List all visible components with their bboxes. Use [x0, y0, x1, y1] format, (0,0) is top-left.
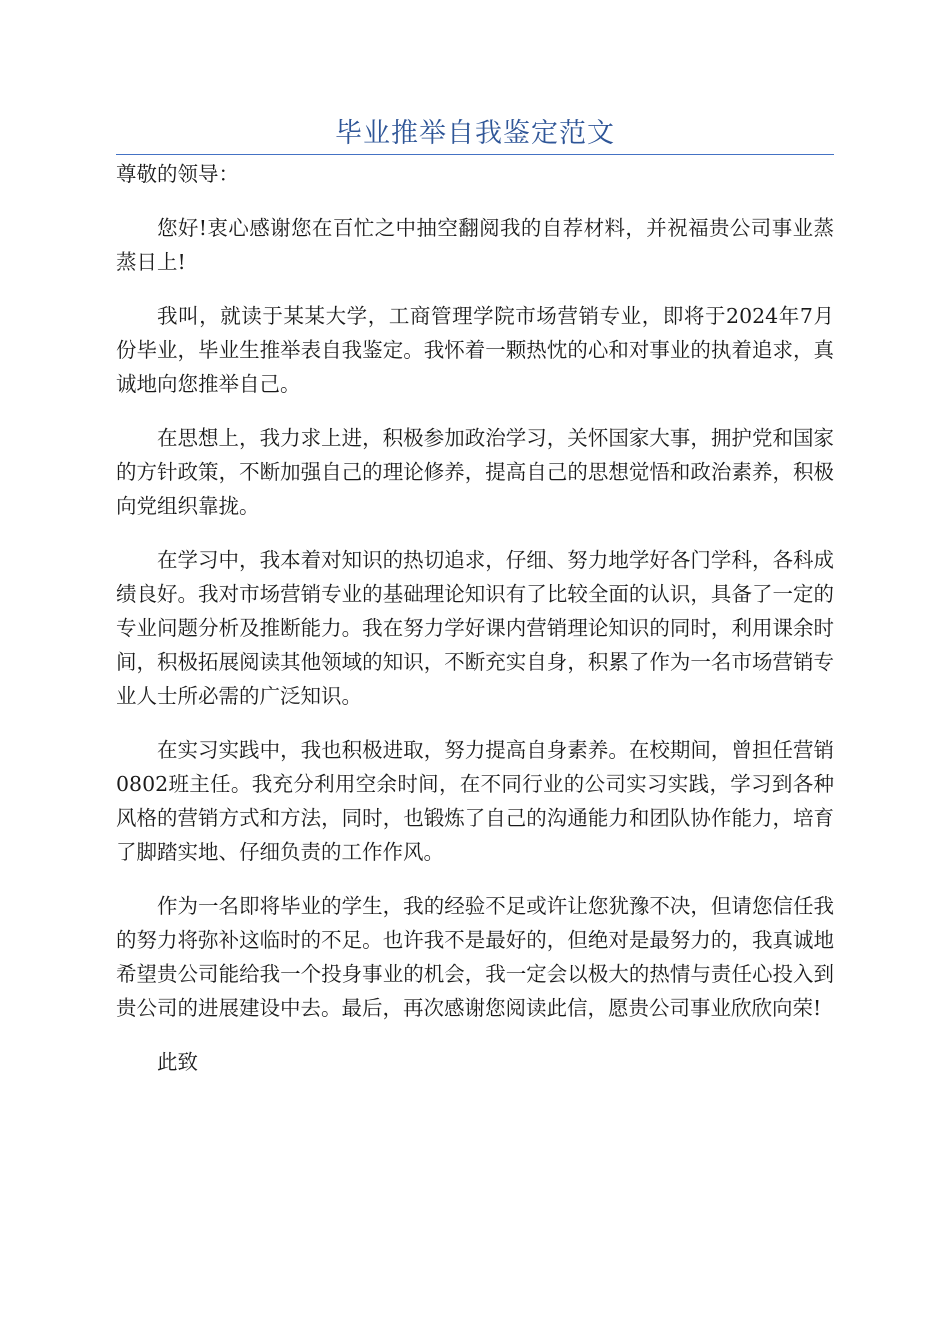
- salutation: 尊敬的领导：: [116, 162, 239, 186]
- document-body: [116, 157, 834, 1079]
- closing: 此致: [157, 1050, 198, 1074]
- paragraph-conclusion: 作为一名即将毕业的学生，我的经验不足或许让您犹豫不决，但请您信任我的努力将弥补这临时的不足。也许我不是最好的，但绝对是最努力的，我真诚地希望贵公司能给我一个投身事业的机会，我一定会以极大的热情与责任心投入到贵公司的进展建设中去。最后，再次感谢您阅读此信，愿贵公司事业欣欣向荣!: [116, 894, 834, 1020]
- paragraph-greeting: 您好!衷心感谢您在百忙之中抽空翻阅我的自荐材料，并祝福贵公司事业蒸蒸日上!: [116, 216, 834, 274]
- title-underline: [116, 154, 834, 155]
- paragraph-introduction: 我叫，就读于某某大学，工商管理学院市场营销专业，即将于2024年7月份毕业，毕业生推举表自我鉴定。我怀着一颗热忱的心和对事业的执着追求，真诚地向您推举自己。: [116, 304, 834, 396]
- paragraph-study: 在学习中，我本着对知识的热切追求，仔细、努力地学好各门学科，各科成绩良好。我对市场营销专业的基础理论知识有了比较全面的认识，具备了一定的专业问题分析及推断能力。我在努力学好课内营销理论知识的同时，利用课余时间，积极拓展阅读其他领域的知识，不断充实自身，积累了作为一名市场营销专业人士所必需的广泛知识。: [116, 548, 834, 708]
- paragraph-practice: 在实习实践中，我也积极进取，努力提高自身素养。在校期间，曾担任营销0802班主任。我充分利用空余时间，在不同行业的公司实习实践，学习到各种风格的营销方式和方法，同时，也锻炼了自己的沟通能力和团队协作能力，培育了脚踏实地、仔细负责的工作作风。: [116, 738, 834, 864]
- document-title: 毕业推举自我鉴定范文: [335, 118, 615, 149]
- paragraph-ideology: 在思想上，我力求上进，积极参加政治学习，关怀国家大事，拥护党和国家的方针政策，不断加强自己的理论修养，提高自己的思想觉悟和政治素养，积极向党组织靠拢。: [116, 426, 834, 518]
